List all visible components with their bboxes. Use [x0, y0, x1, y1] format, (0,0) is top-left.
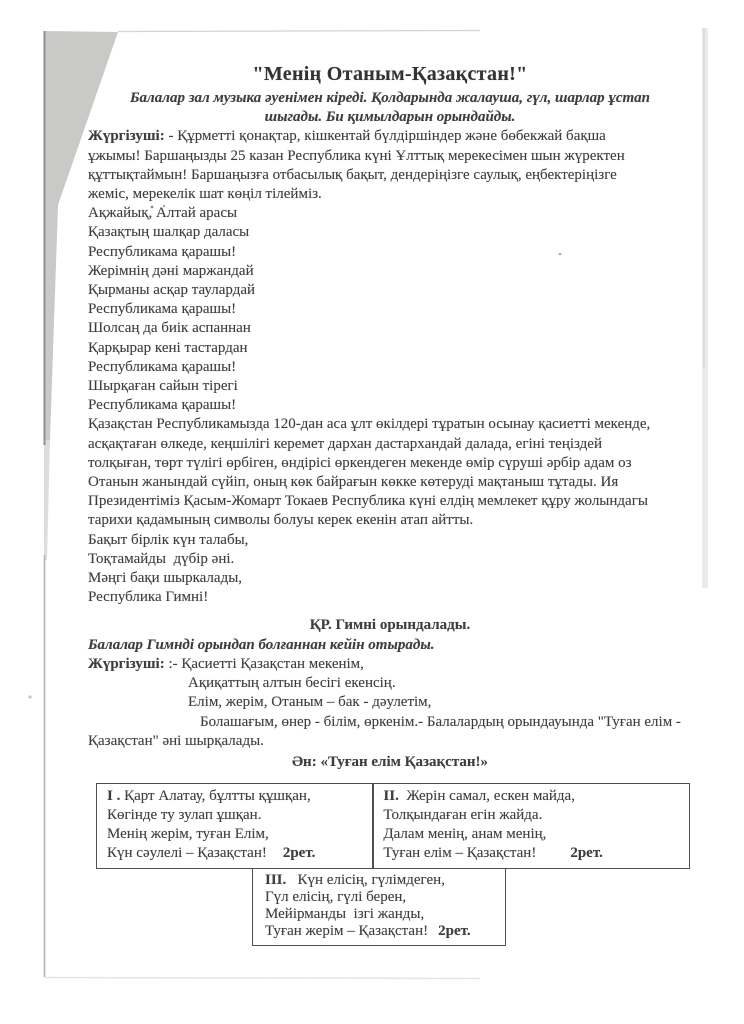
host-line — [88, 655, 692, 674]
verse-numeral: І . — [107, 788, 121, 805]
verse-line-text: Туған жерім – Қазақстан! — [265, 922, 429, 939]
scan-gray-wedge-fade — [44, 440, 50, 560]
paragraph-line: Отанын жанындай сүйіп, оның көк байрағын көкке көтеруді мақтаныш тұтады. Ия — [88, 474, 619, 491]
verse-line: Шолсаң да биік аспаннан — [88, 320, 251, 337]
verse-line: Далам менің, анам менің, — [383, 826, 547, 843]
paragraph-line: Қазақстан Республикамызда 120-дан аса ұлт өкілдері тұратын осынау қасиетті мекенде, — [88, 416, 651, 433]
verse-line: Қырманы асқар таулардай — [88, 282, 256, 299]
host-line-text: :- Қасиетті Қазақстан мекенім, — [164, 655, 364, 672]
verse-line: Республикама қарашы! — [88, 397, 237, 414]
verse-line: Көгінде ту зулап ұшқан. — [107, 807, 262, 824]
scan-speck — [28, 695, 31, 698]
song-heading: Ән: «Туған елім Қазақстан!» — [291, 753, 489, 770]
verse-line: Гүл елісің, гүлі берен, — [265, 888, 407, 905]
host-line: Болашағым, өнер - білім, өркенім.- Балалардың орындауында "Туған елім - — [200, 713, 681, 730]
song-verse-table — [96, 783, 690, 945]
paper-edge-bottom — [44, 978, 480, 979]
anthem-stage-note: Балалар Гимнді орындап болғаннан кейін отырады. — [88, 636, 435, 653]
verse-line — [265, 872, 495, 889]
verse-line — [265, 923, 495, 940]
host-intro-line: құттықтаймын! Баршаңызға отбасылық бақыт, дендеріңізге саулық, еңбектеріңізге — [88, 166, 617, 183]
verse-cell-3 — [252, 868, 506, 946]
verse-line: Шырқаған сайын тірегі — [88, 378, 238, 395]
document-title: "Менің Отаным-Қазақстан!" — [252, 63, 528, 85]
verse-line — [107, 844, 365, 863]
verse-line: Тоқтамайды дүбір әні. — [88, 550, 235, 567]
host-line: Қазақстан" әні шырқалады. — [88, 732, 264, 749]
verse-line-text: Күн елісің, гүлімдеген, — [286, 871, 445, 888]
verse-line: Мәңгі бақи шыркалады, — [88, 570, 243, 587]
verse-line — [383, 787, 681, 806]
stage-direction-line: Балалар зал музыка әуенімен кіреді. Қолдарында жалауша, гүл, шарлар ұстап — [130, 90, 650, 106]
verse-line: Қарқырар кені тастардан — [88, 339, 248, 356]
verse-line-text: Жерін самал, ескен майда, — [398, 788, 575, 805]
paragraph-line: Президентіміз Қасым-Жомарт Токаев Республика күні елдің мемлекет құру жолындагы — [88, 493, 648, 510]
host-intro-line — [88, 127, 692, 146]
paragraph-line: асқақтаған өлкеде, кеңшілігі керемет дархан дастархандай далада, егіні теңіздей — [88, 435, 602, 452]
host-intro-line: жеміс, мерекелік шат көңіл тілейміз. — [88, 186, 322, 203]
repeat-mark: 2рет. — [282, 845, 316, 862]
paragraph-line: тарихи қадамының символы болуы керек екенін атап айтты. — [88, 512, 474, 529]
verse-line: Республикама қарашы! — [88, 358, 237, 375]
verse-line: Республикама қарашы! — [88, 243, 237, 260]
anthem-heading: ҚР. Гимні орындалады. — [309, 617, 471, 634]
verse-line: Менің жерім, туған Елім, — [107, 826, 269, 843]
verse-line-text: Туған елім – Қазақстан! — [383, 845, 537, 862]
verse-line: Бақыт бірлік күн талабы, — [88, 531, 249, 548]
paragraph-line: толқыған, төрт түлігі өрбіген, өндірісі өркендеген мекенде өмір сүруші әрбір адам оз — [88, 454, 632, 471]
host-label: Жүргізуші: — [88, 128, 165, 145]
verse-line — [383, 844, 681, 863]
paper-edge-top — [118, 31, 480, 32]
verse-line: Республикама қарашы! — [88, 301, 237, 318]
repeat-mark: 2рет. — [570, 845, 603, 862]
verse-line: Мейірманды ізгі жанды, — [265, 905, 425, 922]
host-label: Жүргізуші: — [88, 655, 165, 672]
verse-line-text: Күн сәулелі – Қазақстан! — [107, 845, 267, 862]
verse-cell-2 — [372, 783, 690, 869]
verse-numeral: ІІ. — [383, 788, 399, 805]
verse-line-text: Қарт Алатау, бұлтты құшқан, — [120, 788, 311, 805]
verse-line: Толқындаған егін жайда. — [383, 807, 543, 824]
table-row — [96, 783, 690, 869]
host-intro-line: ұжымы! Баршаңызды 25 казан Республика күні Ұлттық мерекесімен шын жүректен — [88, 147, 625, 164]
verse-cell-1 — [96, 783, 374, 869]
host-line: Ақиқаттың алтын бесігі екенсің. — [188, 675, 396, 692]
host-intro-text: - Құрметті қонақтар, кішкентай бүлдіршіндер және бөбекжай бақша — [164, 128, 606, 145]
verse-line: Жерімнің дәні маржандай — [88, 262, 254, 279]
verse-line: Республика Гимні! — [88, 589, 209, 606]
document-content — [88, 62, 692, 946]
verse-numeral: ІІІ. — [265, 871, 287, 888]
repeat-mark: 2рет. — [438, 922, 471, 939]
verse-line — [107, 787, 365, 806]
host-line: Елім, жерім, Отаным – бак - дәулетім, — [188, 694, 432, 711]
paper-edge-right-line — [703, 28, 705, 368]
verse-line: Қазақтың шалқар даласы — [88, 224, 250, 241]
verse-line: Ақжайық, Алтай арасы — [88, 205, 238, 222]
stage-direction-line: шыгады. Би қимылдарын орындайды. — [264, 109, 516, 126]
